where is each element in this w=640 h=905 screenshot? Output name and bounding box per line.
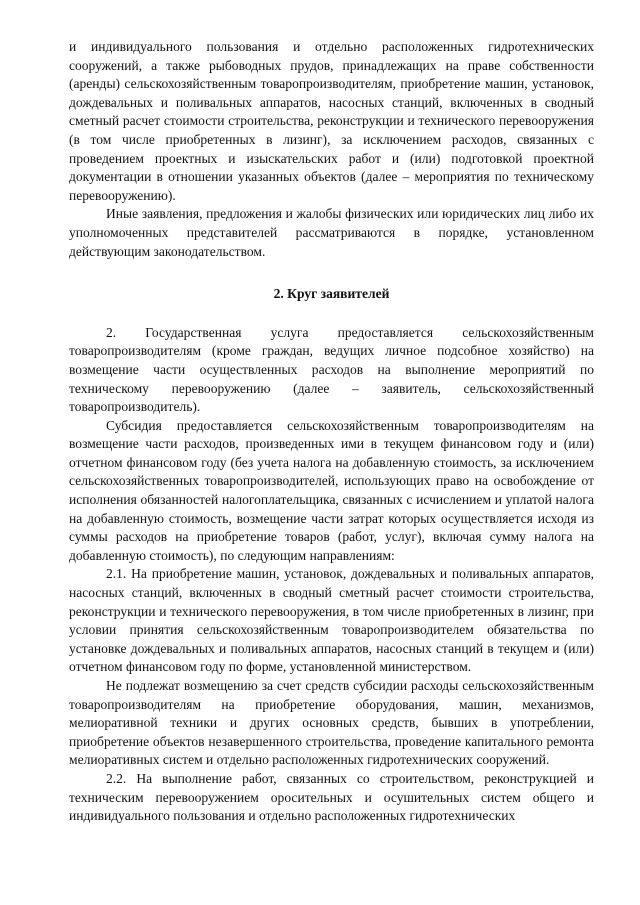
paragraph-continuation: и индивидуального пользования и отдельно расположенных гидротехнических сооружений, а также рыбоводных прудов, принадлежащих на праве собственности (аренды) сельскохозяйственным товаропроизводителям, приобретение машин, установок, дождевальных и поливальных аппаратов, насосных станций, включенных в сводный сметный расчет стоимости строительства, реконструкции и технического перевооружения (в том числе приобретенных в лизинг), за исключением расходов, связанных с проведением проектных и изыскательских работ и (или) подготовкой проектной документации в отношении указанных объектов (далее – мероприятия по техническому перевооружению). [69,39,594,203]
paragraph-clause-2-2: 2.2. На выполнение работ, связанных со строительством, реконструкцией и техническим перевооружением оросительных и осушительных систем общего и индивидуального пользования и отдельно расположенных гидротехнических [69,770,594,824]
paragraph-other-appeals: Иные заявления, предложения и жалобы физических или юридических лиц либо их уполномоченных представителей рассматриваются в порядке, установленном действующим законодательством. [69,206,594,259]
paragraph-clause-2: 2. Государственная услуга предоставляется сельскохозяйственным товаропроизводителям (кроме граждан, ведущих личное подсобное хозяйство) на возмещение части осуществленных расходов на выполнение мероприятий по техническому перевооружению (далее – заявитель, сельскохозяйственный товаропроизводитель). [69,324,594,415]
paragraph-not-reimbursed: Не подлежат возмещению за счет средств субсидии расходы сельскохозяйственным товаропроизводителям на приобретение оборудования, машин, механизмов, мелиоративной техники и других основных средств, бывших в употреблении, приобретение объектов незавершенного строительства, проведение капитального ремонта мелиоративных систем и отдельно расположенных гидротехнических сооружений. [69,678,594,768]
section-heading: 2. Круг заявителей [273,286,390,302]
document-page [69,38,594,826]
paragraph-subsidy: Субсидия предоставляется сельскохозяйственным товаропроизводителям на возмещение части расходов, произведенных ими в текущем финансовом году и (или) отчетном финансовом году (без учета налога на добавленную стоимость, за исключением сельскохозяйственных товаропроизводителей, использующих право на освобождение от исполнения обязанностей налогоплательщика, связанных с исчислением и уплатой налога на добавленную стоимость, возмещение части затрат которых осуществляется исходя из суммы расходов на приобретение товаров (работ, услуг), включая сумму налога на добавленную стоимость), по следующим направлениям: [69,417,594,563]
paragraph-clause-2-1: 2.1. На приобретение машин, установок, дождевальных и поливальных аппаратов, насосных станций, включенных в сводный сметный расчет стоимости строительства, реконструкции и технического перевооружения, в том числе приобретенных в лизинг, при условии принятия сельскохозяйственным товаропроизводителем обязательства по установке дождевальных и поливальных аппаратов, насосных станций в текущем и (или) отчетном финансовом году по форме, установленной министерством. [69,566,594,675]
